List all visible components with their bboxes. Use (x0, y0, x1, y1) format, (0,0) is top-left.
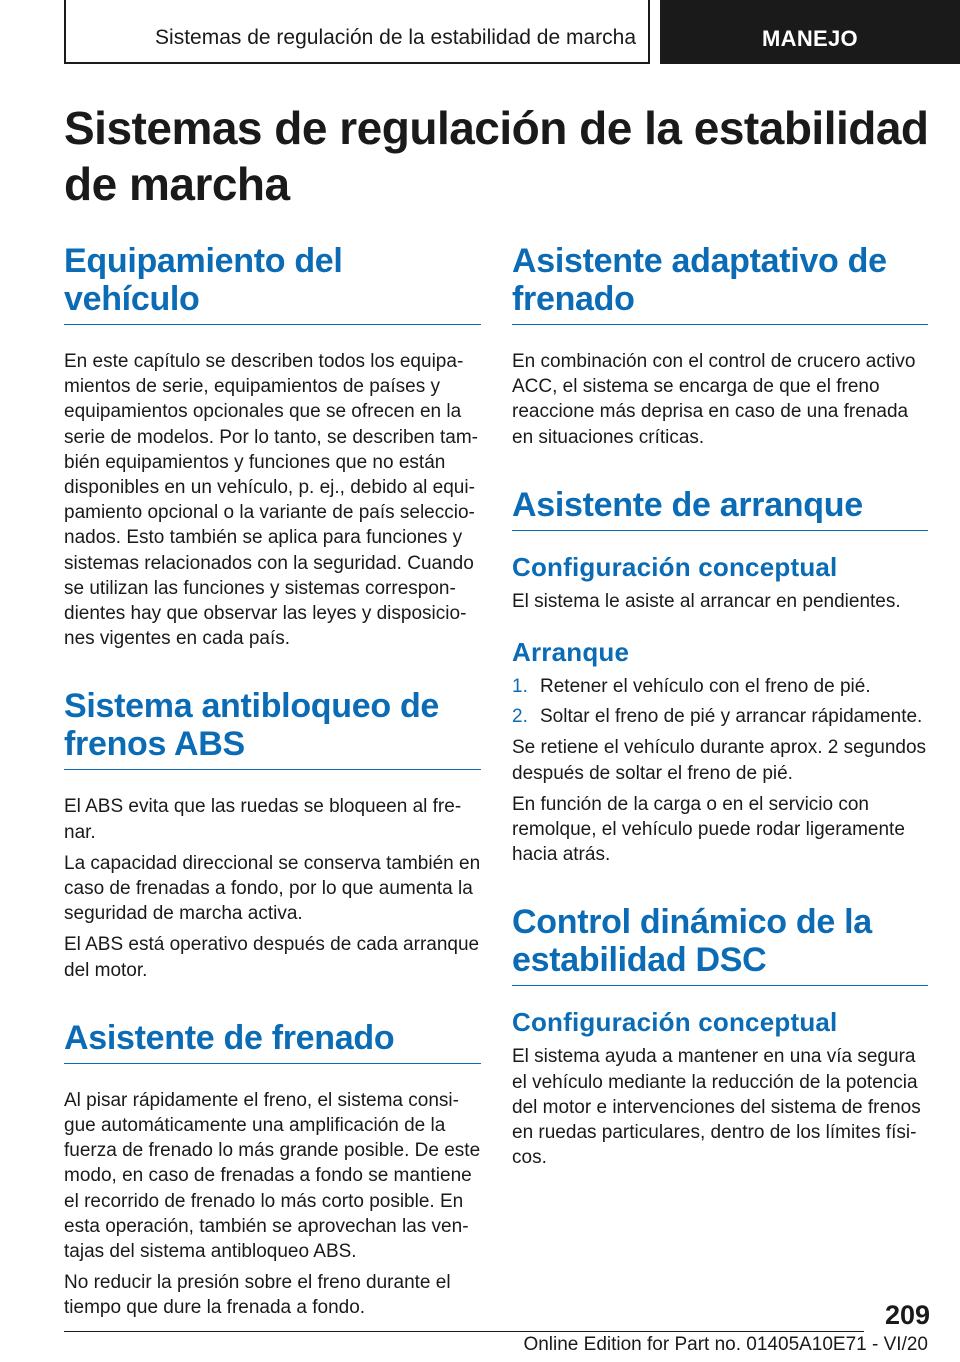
running-header-title: Sistemas de regulación de la estabilidad de marcha (155, 26, 636, 49)
section-tab-label: MANEJO (762, 26, 858, 51)
header-title-box (64, 0, 650, 64)
paragraph: Al pisar rápidamente el freno, el sistema consigue automáticamente una amplificación de la fuerza de frenado lo más grande posible. De este modo, en caso de frenadas a fondo se mantiene el recorrido de frenado lo más corto posible. En esta operación, también se aprovechan las ventajas del sistema antibloqueo ABS. (64, 1089, 481, 1263)
paragraph: En este capítulo se describen todos los equipamientos de serie, equipamientos de países y equipamientos opcionales que se ofrecen en la serie de modelos. Por lo tanto, se describen también equipamientos y funciones que no están disponibles en un vehículo, p. ej., debido al equipamiento opcional o la variante de país seleccionados. Esto también se aplica para funciones y sistemas relacionados con la seguridad. Cuando se utilizan las funciones y sistemas correspondientes hay que observar las leyes y disposiciones vigentes en cada país. (64, 351, 478, 650)
paragraph: Se retiene el vehículo durante aprox. 2 segundos después de soltar el freno de pié. (512, 737, 927, 784)
page-title: Sistemas de regulación de la estabilidad de marcha (64, 102, 929, 210)
page-header (0, 0, 960, 66)
paragraph: El ABS evita que las ruedas se bloqueen al frenar. (64, 796, 462, 843)
page-number: 209 (884, 1300, 930, 1330)
footer-divider (64, 1331, 864, 1332)
section-heading-dsc: Control dinámico de la estabilidad DSC (512, 903, 928, 986)
edition-info: Online Edition for Part no. 01405A10E71 - VI/20 (523, 1334, 928, 1355)
section-heading-adaptive-brake: Asistente adaptativo de frenado (512, 242, 928, 325)
numbered-steps-list (512, 674, 928, 729)
subheading-concept: Configuración conceptual (512, 1007, 838, 1038)
section-tab (660, 0, 960, 64)
paragraph: El ABS está operativo después de cada arranque del motor. (64, 934, 480, 981)
paragraph: La capacidad direccional se conserva también en caso de frenadas a fondo, por lo que aumenta la seguridad de marcha activa. (64, 852, 481, 925)
paragraph: En función de la carga o en el servicio con remolque, el vehículo puede rodar ligeramente hacia atrás. (512, 793, 905, 866)
paragraph: En combinación con el control de crucero activo ACC, el sistema se encarga de que el freno reaccione más deprisa en caso de una frenada en situaciones críticas. (512, 351, 916, 448)
step-text: Soltar el freno de pié y arrancar rápidamente. (540, 706, 923, 728)
section-heading-start-assist: Asistente de arranque (512, 486, 928, 531)
paragraph: No reducir la presión sobre el freno durante el tiempo que dure la frenada a fondo. (64, 1272, 451, 1319)
list-item (512, 704, 928, 729)
step-number: 1. (512, 676, 528, 698)
section-heading-equipment: Equipamiento del vehículo (64, 242, 481, 325)
step-number: 2. (512, 706, 528, 728)
paragraph: El sistema ayuda a mantener en una vía segura el vehículo mediante la reducción de la potencia del motor e intervenciones del sistema de frenos en ruedas particulares, dentro de los límites físicos. (512, 1046, 921, 1169)
section-heading-abs: Sistema antibloqueo de frenos ABS (64, 687, 481, 770)
subheading-start: Arranque (512, 637, 630, 668)
section-heading-brake-assist: Asistente de frenado (64, 1019, 481, 1064)
paragraph: El sistema le asiste al arrancar en pendientes. (512, 590, 901, 612)
left-column (64, 242, 481, 1321)
subheading-concept: Configuración conceptual (512, 551, 838, 582)
right-column (512, 242, 928, 1170)
list-item (512, 674, 928, 699)
step-text: Retener el vehículo con el freno de pié. (540, 676, 871, 698)
